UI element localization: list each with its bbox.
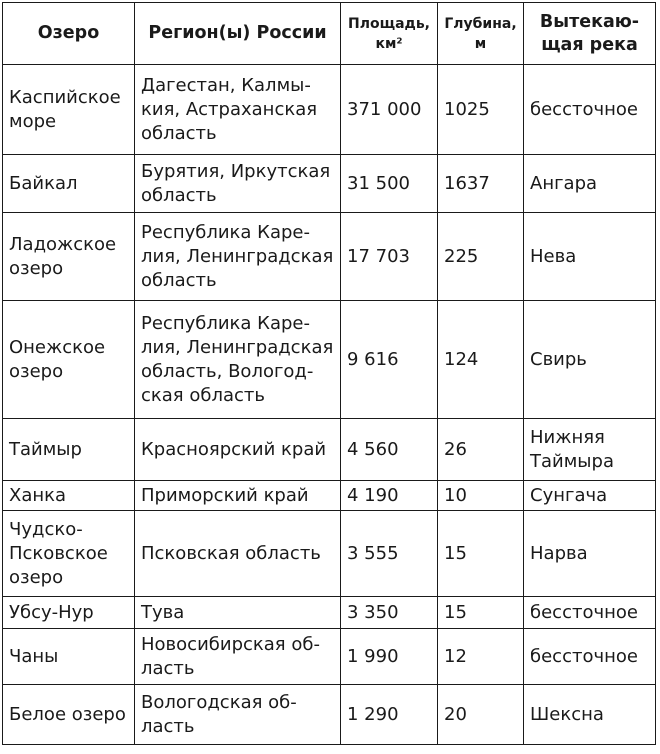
cell-river: Нарва (524, 511, 656, 597)
cell-region: Вологодская об- ласть (135, 685, 341, 745)
cell-river: Свирь (524, 301, 656, 419)
cell-region: Приморский край (135, 481, 341, 511)
cell-area: 371 000 (341, 65, 438, 155)
cell-lake: Чудско- Псковское озеро (3, 511, 135, 597)
header-region: Регион(ы) России (135, 3, 341, 65)
cell-area: 3 555 (341, 511, 438, 597)
cell-area: 31 500 (341, 155, 438, 213)
cell-lake: Онежское озеро (3, 301, 135, 419)
cell-region: Псковская область (135, 511, 341, 597)
cell-river: бессточное (524, 629, 656, 685)
cell-area: 4 560 (341, 419, 438, 481)
cell-region: Республика Каре- лия, Ленинградская область (135, 213, 341, 301)
header-depth: Глубина, м (438, 3, 524, 65)
cell-river: Ангара (524, 155, 656, 213)
cell-lake: Ханка (3, 481, 135, 511)
table-row (3, 685, 656, 745)
cell-depth: 124 (438, 301, 524, 419)
cell-region: Дагестан, Калмы- кия, Астраханская область (135, 65, 341, 155)
cell-area: 1 990 (341, 629, 438, 685)
table-row (3, 301, 656, 419)
header-row (3, 3, 656, 65)
cell-lake: Каспийское море (3, 65, 135, 155)
cell-river: бессточное (524, 65, 656, 155)
cell-depth: 15 (438, 597, 524, 629)
cell-river: Сунгача (524, 481, 656, 511)
lakes-table (2, 2, 656, 745)
cell-region: Бурятия, Иркутская область (135, 155, 341, 213)
table-row (3, 213, 656, 301)
cell-lake: Ладожское озеро (3, 213, 135, 301)
cell-depth: 26 (438, 419, 524, 481)
cell-region: Красноярский край (135, 419, 341, 481)
cell-depth: 15 (438, 511, 524, 597)
cell-area: 4 190 (341, 481, 438, 511)
cell-depth: 1025 (438, 65, 524, 155)
cell-depth: 12 (438, 629, 524, 685)
cell-lake: Белое озеро (3, 685, 135, 745)
cell-depth: 10 (438, 481, 524, 511)
cell-area: 1 290 (341, 685, 438, 745)
table-row (3, 597, 656, 629)
cell-region: Новосибирская об- ласть (135, 629, 341, 685)
cell-depth: 20 (438, 685, 524, 745)
table-row (3, 155, 656, 213)
table-row (3, 511, 656, 597)
cell-region: Республика Каре- лия, Ленинградская область, Вологод- ская область (135, 301, 341, 419)
cell-lake: Таймыр (3, 419, 135, 481)
cell-area: 17 703 (341, 213, 438, 301)
lakes-table-wrapper (2, 2, 656, 745)
cell-depth: 225 (438, 213, 524, 301)
header-area: Площадь, км² (341, 3, 438, 65)
cell-river: бессточное (524, 597, 656, 629)
cell-lake: Убсу-Нур (3, 597, 135, 629)
table-row (3, 65, 656, 155)
cell-river: Шексна (524, 685, 656, 745)
header-lake: Озеро (3, 3, 135, 65)
header-river: Вытекаю- щая река (524, 3, 656, 65)
cell-area: 9 616 (341, 301, 438, 419)
cell-depth: 1637 (438, 155, 524, 213)
cell-river: Нижняя Таймыра (524, 419, 656, 481)
table-row (3, 481, 656, 511)
cell-region: Тува (135, 597, 341, 629)
cell-area: 3 350 (341, 597, 438, 629)
cell-lake: Чаны (3, 629, 135, 685)
table-row (3, 419, 656, 481)
cell-river: Нева (524, 213, 656, 301)
cell-lake: Байкал (3, 155, 135, 213)
table-row (3, 629, 656, 685)
